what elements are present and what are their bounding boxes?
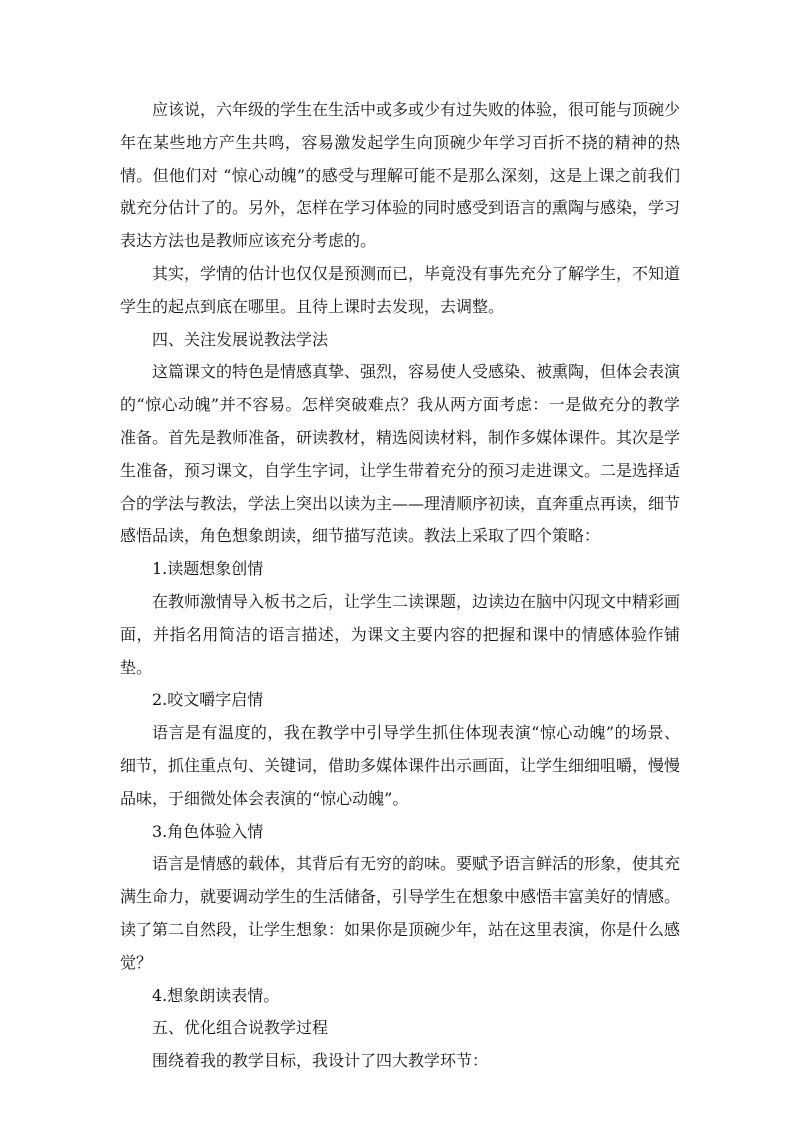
strategy-heading-2: 2.咬文嚼字启情	[152, 690, 264, 710]
paragraph-process-intro: 围绕着我的教学目标，我设计了四大教学环节：	[152, 1051, 489, 1071]
paragraph-learning-estimate: 其实，学情的估计也仅仅是预测而已，毕竟没有事先充分了解学生，不知道学生的起点到底在哪里。且待上课时去发现，去调整。	[120, 263, 681, 316]
section-heading-methods: 四、关注发展说教法学法	[152, 329, 329, 349]
strategy-heading-3: 3.角色体验入情	[152, 821, 264, 841]
paragraph-strategy-2: 语言是有温度的，我在教学中引导学生抓住体现表演“惊心动魄”的场景、细节，抓住重点句、关键词，借助多媒体课件出示画面，让学生细细咀嚼，慢慢品味，于细微处体会表演的“惊心动魄”。	[120, 723, 681, 808]
document-body	[120, 94, 680, 1078]
paragraph-methods: 这篇课文的特色是情感真挚、强烈，容易使人受感染、被熏陶，但体会表演的“惊心动魄”并不容易。怎样突破难点？我从两方面考虑：一是做充分的教学准备。首先是教师准备，研读教材，精选阅读材料，制作多媒体课件。其次是学生准备，预习课文，自学生字词，让学生带着充分的预习走进课文。二是选择适合的学法与教法，学法上突出以读为主——理清顺序初读，直奔重点再读，细节感悟品读，角色想象朗读，细节描写范读。教法上采取了四个策略：	[120, 362, 681, 546]
section-heading-process: 五、优化组合说教学过程	[152, 1018, 329, 1038]
strategy-heading-4: 4.想象朗读表情。	[152, 985, 280, 1005]
paragraph-learning-analysis: 应该说，六年级的学生在生活中或多或少有过失败的体验，很可能与顶碗少年在某些地方产生共鸣，容易激发起学生向顶碗少年学习百折不挠的精神的热情。但他们对 “惊心动魄”的感受与理解可能不是那么深刻，这是上课之前我们就充分估计了的。另外，怎样在学习体验的同时感受到语言的熏陶与感染，学习表达方法也是教师应该充分考虑的。	[120, 100, 681, 251]
paragraph-strategy-3: 语言是情感的载体，其背后有无穷的韵味。要赋予语言鲜活的形象，使其充满生命力，就要调动学生的生活储备，引导学生在想象中感悟丰富美好的情感。读了第二自然段，让学生想象：如果你是顶碗少年，站在这里表演，你是什么感觉？	[120, 854, 681, 972]
paragraph-strategy-1: 在教师激情导入板书之后，让学生二读课题，边读边在脑中闪现文中精彩画面，并指名用简洁的语言描述，为课文主要内容的把握和课中的情感体验作铺垫。	[120, 591, 681, 677]
strategy-heading-1: 1.读题想象创情	[152, 559, 264, 579]
